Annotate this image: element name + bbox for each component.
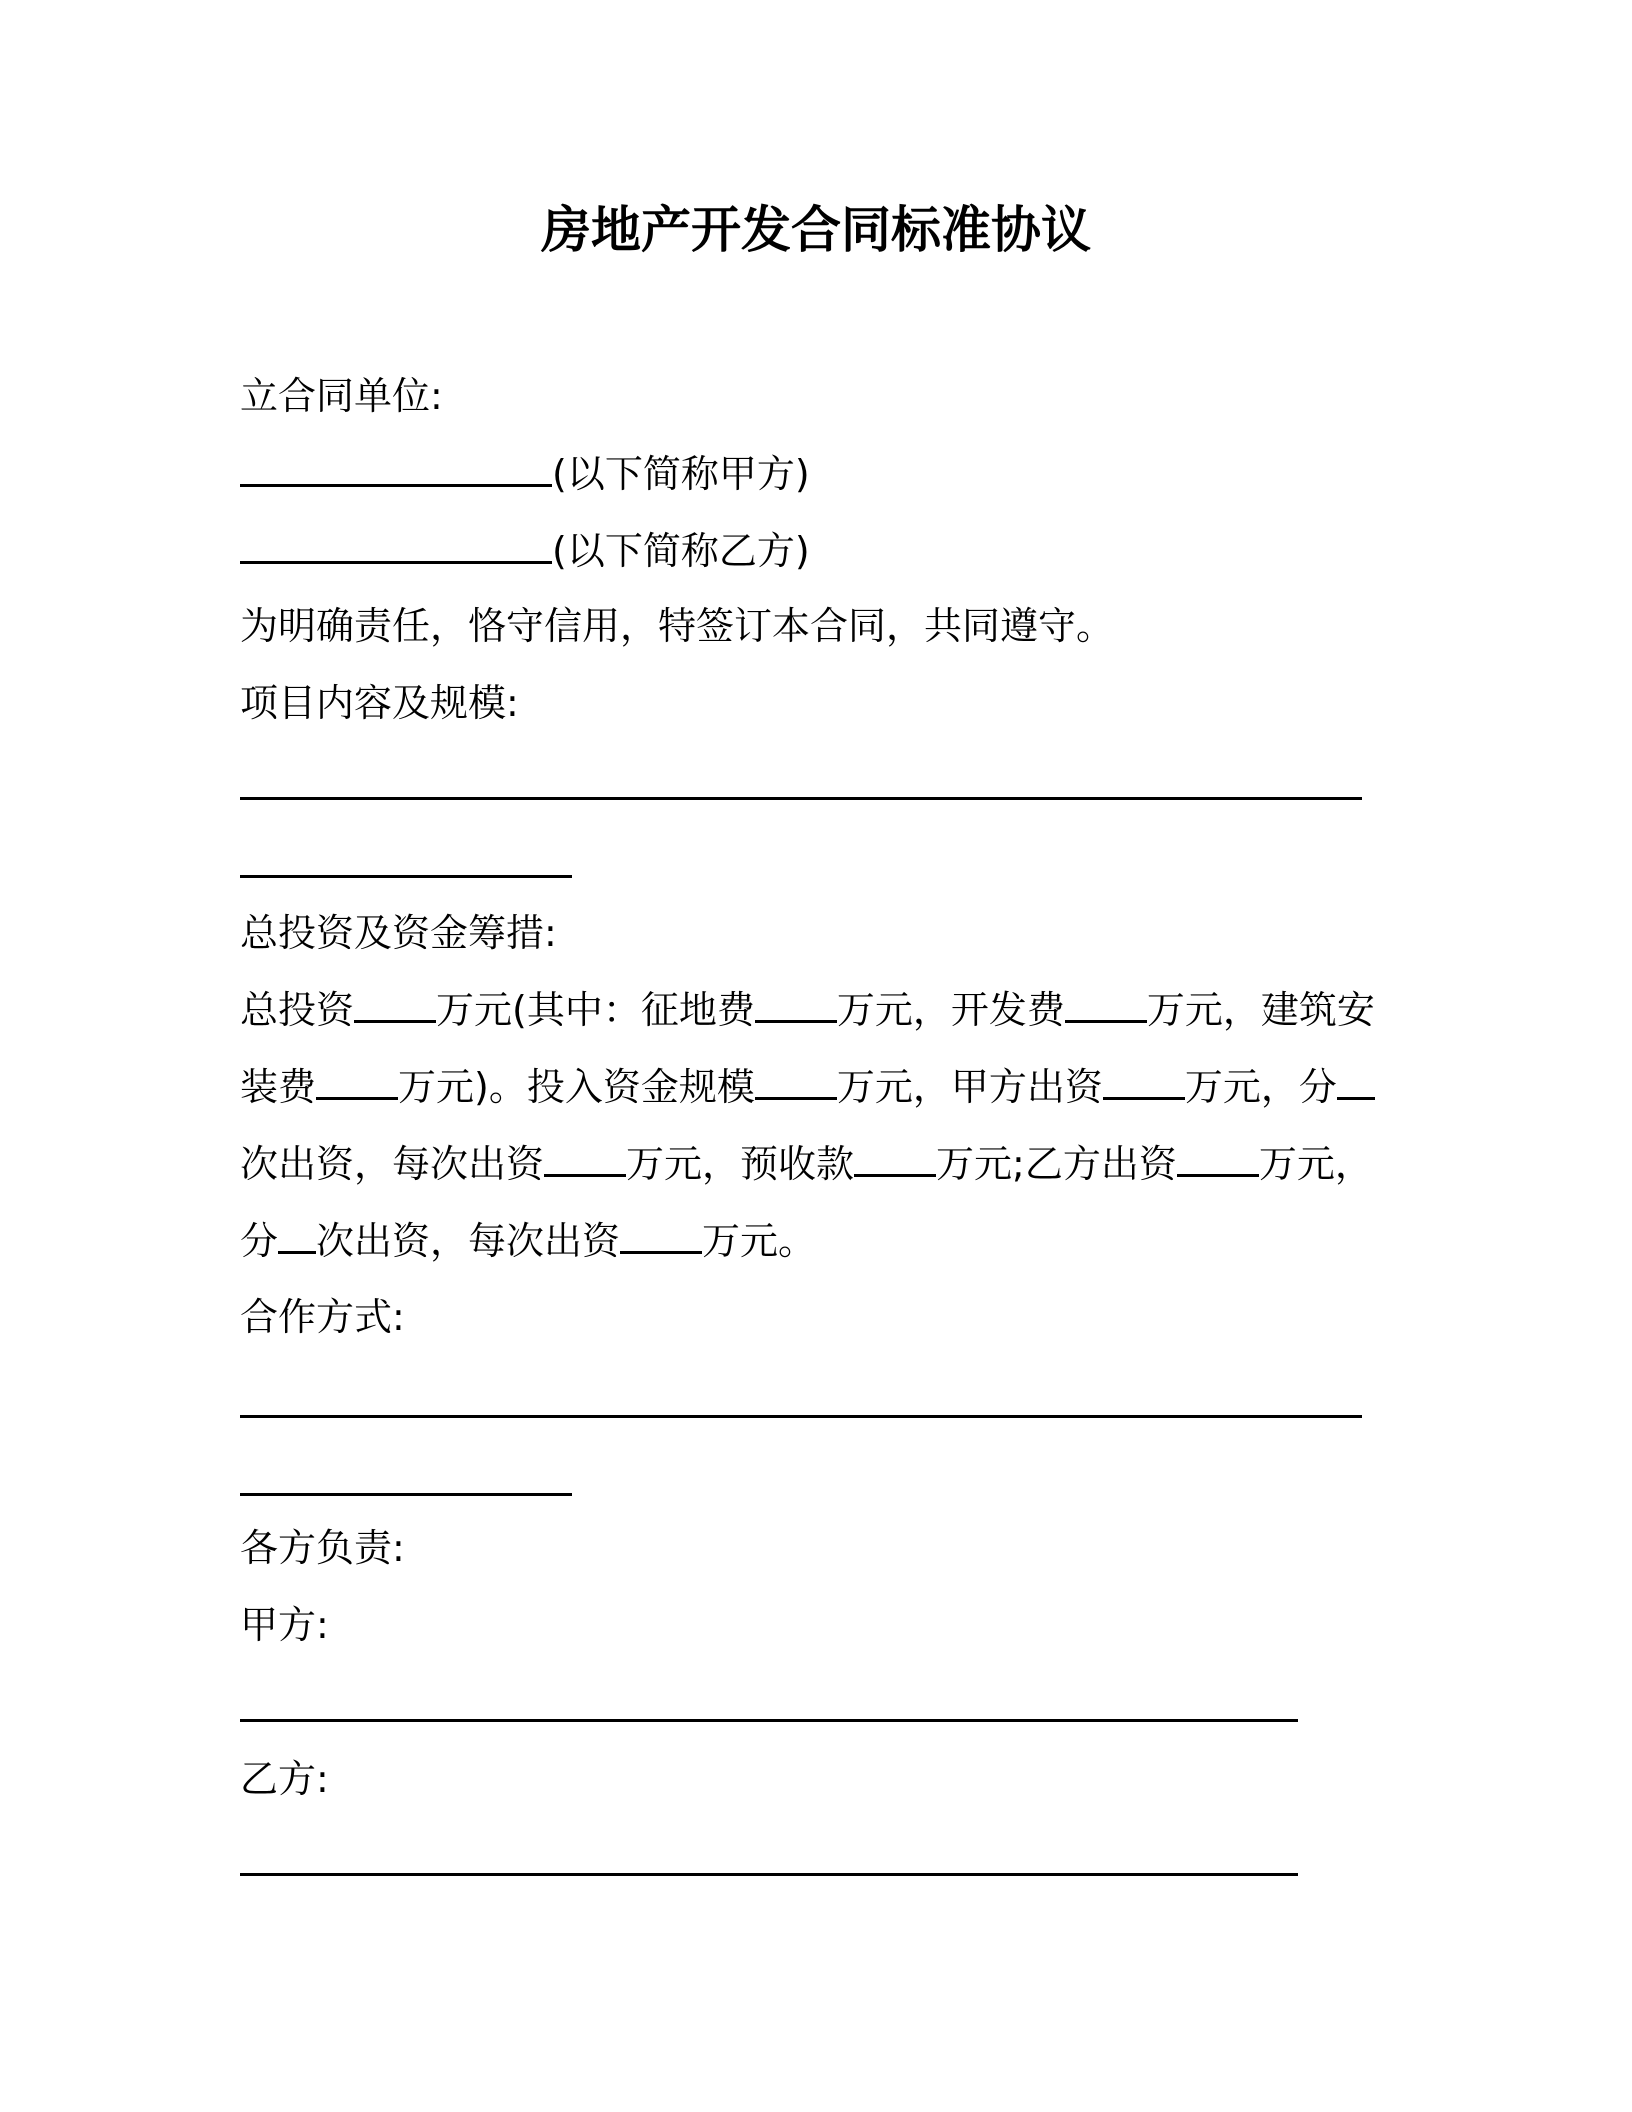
investment-line-1: [240, 984, 1375, 1036]
investment-text: 装费: [240, 1065, 317, 1109]
party-a-per-installment-blank: [544, 1174, 626, 1177]
construction-fee-blank: [316, 1097, 398, 1100]
project-blank-line-1: [240, 797, 1362, 800]
land-fee-blank: [755, 1020, 837, 1023]
advance-payment-blank: [854, 1174, 936, 1177]
party-b-capital-blank: [1177, 1174, 1259, 1177]
investment-text: 万元，开发费: [836, 988, 1065, 1032]
investment-heading: 总投资及资金筹措:: [240, 911, 557, 955]
investment-text: 总投资: [240, 988, 355, 1032]
party-b-responsibility-blank: [240, 1873, 1298, 1876]
investment-text: 万元，建筑安: [1146, 988, 1375, 1032]
investment-text: 万元;乙方出资: [936, 1142, 1177, 1186]
party-a-responsibility-label: 甲方:: [240, 1603, 329, 1647]
party-a-capital-blank: [1103, 1097, 1185, 1100]
investment-text: 次出资，每次出资: [316, 1219, 621, 1263]
capital-scale-blank: [755, 1097, 837, 1100]
party-b-name-blank: [240, 561, 552, 564]
investment-line-2: [240, 1061, 1375, 1113]
investment-text: 万元，: [1258, 1142, 1373, 1186]
investment-text: 万元，甲方出资: [836, 1065, 1103, 1109]
investment-text: 万元，分: [1184, 1065, 1337, 1109]
cooperation-blank-line-2: [240, 1493, 572, 1496]
project-blank-line-2: [240, 875, 572, 878]
party-b-line: [240, 525, 810, 577]
parties-heading: 立合同单位:: [240, 374, 443, 418]
cooperation-blank-line-1: [240, 1415, 1362, 1418]
investment-text: 万元。: [702, 1219, 817, 1263]
project-heading: 项目内容及规模:: [240, 681, 519, 725]
party-a-line: [240, 448, 810, 500]
investment-text: 分: [240, 1219, 279, 1263]
investment-line-3: [240, 1138, 1373, 1190]
cooperation-heading: 合作方式:: [240, 1295, 405, 1339]
investment-text: 万元)。投入资金规模: [398, 1065, 755, 1109]
party-a-suffix: (以下简称甲方): [552, 452, 810, 496]
document-title: 房地产开发合同标准协议: [541, 201, 1091, 259]
party-b-responsibility-label: 乙方:: [240, 1757, 329, 1801]
total-investment-blank: [354, 1020, 436, 1023]
party-b-per-installment-blank: [620, 1251, 702, 1254]
party-a-installments-blank: [1337, 1097, 1375, 1100]
investment-text: 万元(其中：征地费: [436, 988, 755, 1032]
preamble-text: 为明确责任，恪守信用，特签订本合同，共同遵守。: [240, 604, 1115, 648]
investment-line-4: [240, 1215, 816, 1267]
party-b-suffix: (以下简称乙方): [552, 529, 810, 573]
party-a-responsibility-blank: [240, 1719, 1298, 1722]
party-b-installments-blank: [278, 1251, 316, 1254]
development-fee-blank: [1065, 1020, 1147, 1023]
responsibilities-heading: 各方负责:: [240, 1526, 405, 1570]
party-a-name-blank: [240, 484, 552, 487]
investment-text: 次出资，每次出资: [240, 1142, 545, 1186]
investment-text: 万元，预收款: [626, 1142, 855, 1186]
